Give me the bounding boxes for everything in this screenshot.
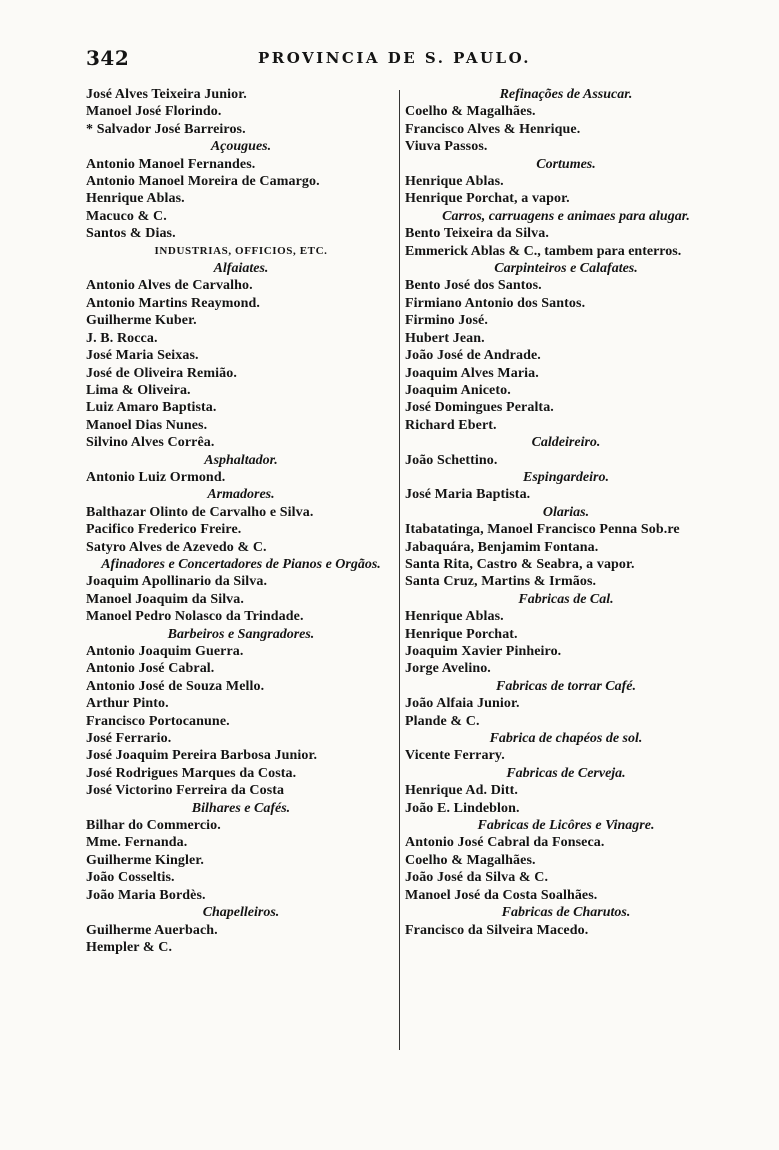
directory-entry: Bento José dos Santos. (405, 278, 542, 294)
directory-entry: Joaquim Aniceto. (405, 382, 511, 398)
section-heading: Fabricas de Cal. (518, 591, 614, 607)
directory-entry: João Maria Bordès. (86, 887, 206, 903)
directory-entry: Arthur Pinto. (86, 696, 169, 712)
directory-entry: Viuva Passos. (405, 139, 488, 155)
directory-entry: Satyro Alves de Azevedo & C. (86, 539, 267, 555)
directory-entry: Bento Teixeira da Silva. (405, 226, 549, 242)
directory-entry: Coelho & Magalhães. (405, 104, 536, 120)
directory-entry: Antonio José Cabral. (86, 661, 215, 677)
directory-entry: Mme. Fernanda. (86, 835, 188, 851)
section-heading: Cortumes. (536, 156, 596, 172)
directory-entry: Henrique Ablas. (86, 191, 185, 207)
running-title: PROVINCIA DE S. PAULO. (258, 49, 531, 67)
section-heading: Caldeireiro. (531, 435, 601, 451)
directory-entry: Emmerick Ablas & C., tambem para enterros. (405, 243, 682, 259)
directory-entry: Santa Rita, Castro & Seabra, a vapor. (405, 556, 635, 572)
directory-entry: Santos & Dias. (86, 226, 176, 242)
directory-entry: Firmiano Antonio dos Santos. (405, 295, 586, 311)
directory-entry: Guilherme Kuber. (86, 313, 197, 329)
directory-entry: Bilhar do Commercio. (86, 818, 221, 834)
directory-entry: Manoel Dias Nunes. (86, 417, 208, 433)
page-number: 342 (86, 46, 130, 70)
section-heading: Fabrica de chapéos de sol. (489, 731, 643, 747)
right-column (405, 86, 727, 939)
directory-entry: * Salvador José Barreiros. (86, 121, 246, 137)
directory-entry: João José de Andrade. (405, 348, 541, 364)
directory-entry: Hubert Jean. (405, 330, 485, 346)
directory-entry: Richard Ebert. (405, 417, 497, 433)
directory-entry: Macuco & C. (86, 208, 167, 224)
section-heading: Barbeiros e Sangradores. (167, 626, 315, 642)
section-heading: Chapelleiros. (202, 905, 280, 921)
directory-entry: João Alfaia Junior. (405, 696, 520, 712)
directory-entry: João E. Lindeblon. (405, 800, 520, 816)
directory-entry: Silvino Alves Corrêa. (86, 435, 215, 451)
section-heading: Fabricas de Charutos. (501, 905, 631, 921)
directory-entry: José Alves Teixeira Junior. (86, 87, 247, 102)
directory-entry: Pacifico Frederico Freire. (86, 522, 242, 538)
directory-entry: Manoel José Florindo. (86, 104, 222, 120)
directory-entry: José Maria Seixas. (86, 348, 199, 364)
directory-entry: José Ferrario. (86, 731, 172, 747)
directory-entry: Guilherme Kingler. (86, 852, 204, 868)
left-column (86, 86, 396, 956)
page-header (86, 46, 716, 76)
directory-entry: Henrique Ablas. (405, 174, 504, 190)
directory-entry: José Victorino Ferreira da Costa (86, 783, 285, 799)
directory-entry: Balthazar Olinto de Carvalho e Silva. (86, 504, 314, 520)
directory-entry: Jabaquára, Benjamim Fontana. (405, 539, 599, 555)
directory-entry: Lima & Oliveira. (86, 382, 191, 398)
directory-entry: Joaquim Xavier Pinheiro. (405, 644, 562, 659)
directory-entry: Jorge Avelino. (405, 661, 491, 677)
section-heading: Armadores. (207, 487, 275, 503)
directory-entry: Coelho & Magalhães. (405, 852, 536, 868)
directory-entry: José Domingues Peralta. (405, 400, 554, 416)
directory-entry: Henrique Ablas. (405, 609, 504, 625)
section-heading: Refinações de Assucar. (499, 87, 633, 102)
directory-entry: Antonio Martins Reaymond. (86, 295, 261, 311)
directory-entry: José Maria Baptista. (405, 487, 531, 503)
directory-entry: Manoel Joaquim da Silva. (86, 591, 244, 607)
directory-entry: João Cosseltis. (86, 870, 175, 886)
section-heading: Espingardeiro. (523, 469, 609, 485)
directory-entry: Francisco Portocanune. (86, 713, 230, 729)
directory-entry: Hempler & C. (86, 939, 173, 955)
directory-entry: Itabatatinga, Manoel Francisco Penna Sob.re (405, 522, 680, 538)
directory-entry: Manoel Pedro Nolasco da Trindade. (86, 609, 304, 625)
directory-entry: Antonio Joaquim Guerra. (86, 644, 244, 659)
section-heading: Fabricas de torrar Café. (496, 678, 636, 694)
section-heading: Fabricas de Cerveja. (506, 765, 626, 781)
directory-entry: Guilherme Auerbach. (86, 922, 218, 938)
directory-entry: Antonio Luiz Ormond. (86, 469, 226, 485)
directory-entry: Santa Cruz, Martins & Irmãos. (405, 574, 597, 590)
directory-entry: Antonio Alves de Carvalho. (86, 278, 253, 294)
directory-entry: Vicente Ferrary. (405, 748, 505, 764)
directory-entry: Antonio Manoel Fernandes. (86, 156, 256, 172)
directory-entry: Francisco da Silveira Macedo. (405, 922, 589, 938)
category-heading: INDUSTRIAS, OFFICIOS, ETC. (154, 244, 328, 257)
directory-entry: Antonio José de Souza Mello. (86, 678, 265, 694)
section-heading: Olarias. (542, 504, 590, 520)
section-heading: Carros, carruagens e animaes para alugar. (442, 208, 690, 224)
directory-entry: Plande & C. (405, 713, 480, 729)
directory-entry: José Joaquim Pereira Barbosa Junior. (86, 748, 318, 764)
directory-entry: Joaquim Alves Maria. (405, 365, 539, 381)
section-heading: Alfaiates. (213, 261, 269, 277)
directory-entry: Joaquim Apollinario da Silva. (86, 574, 268, 590)
directory-entry: Manoel José da Costa Soalhães. (405, 887, 598, 903)
directory-entry: Antonio José Cabral da Fonseca. (405, 835, 605, 851)
directory-entry: J. B. Rocca. (86, 330, 158, 346)
directory-entry: Francisco Alves & Henrique. (405, 121, 581, 137)
directory-entry: João Schettino. (405, 452, 498, 468)
section-heading: Afinadores e Concertadores de Pianos e Orgãos. (101, 556, 381, 572)
directory-entry: José de Oliveira Remião. (86, 365, 237, 381)
section-heading: Carpinteiros e Calafates. (494, 261, 638, 277)
directory-entry: Henrique Porchat, a vapor. (405, 191, 570, 207)
directory-entry: José Rodrigues Marques da Costa. (86, 765, 297, 781)
directory-entry: Antonio Manoel Moreira de Camargo. (86, 174, 320, 190)
directory-entry: João José da Silva & C. (405, 870, 549, 886)
section-heading: Açougues. (210, 139, 272, 155)
column-divider (399, 90, 400, 1050)
directory-entry: Luiz Amaro Baptista. (86, 400, 217, 416)
section-heading: Asphaltador. (204, 452, 278, 468)
directory-entry: Firmino José. (405, 313, 488, 329)
section-heading: Bilhares e Cafés. (191, 800, 291, 816)
directory-entry: Henrique Ad. Ditt. (405, 783, 519, 799)
section-heading: Fabricas de Licôres e Vinagre. (477, 818, 655, 834)
directory-entry: Henrique Porchat. (405, 626, 518, 642)
